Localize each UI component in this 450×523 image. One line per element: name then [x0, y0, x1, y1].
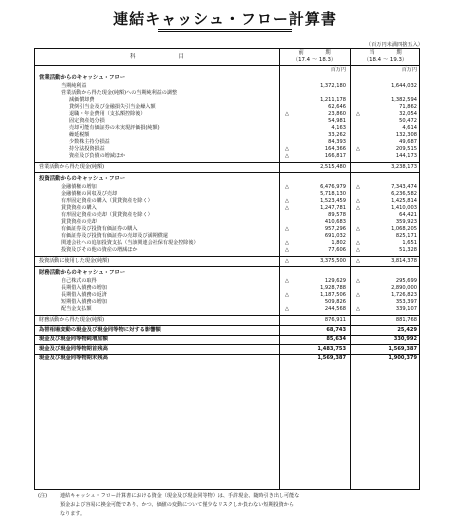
- prev-value: 1,247,781: [320, 204, 346, 211]
- curr-value: 825,171: [395, 233, 417, 240]
- curr-value: 3,814,378: [391, 258, 417, 265]
- curr-value: 1,569,387: [388, 345, 417, 352]
- row-label: 関連会社への追加投資支払（当該関連会社保有現金控除後）: [61, 240, 199, 247]
- footnote-line: なります。: [60, 511, 86, 517]
- row-label: 自己株式の取得: [61, 277, 97, 284]
- cash-flow-table: [34, 48, 420, 490]
- row-label: 固定資産処分損: [69, 117, 105, 124]
- curr-value: 4,614: [402, 124, 417, 131]
- header-prev-period: （17.4 ～ 18.3）: [292, 57, 337, 63]
- curr-value: 3,238,173: [391, 164, 417, 171]
- row-label: 貸倒引当金及び金融損失引当金繰入額: [69, 103, 156, 110]
- subtotal-label: 営業活動から得た現金(純額): [39, 164, 105, 171]
- curr-value: 1,425,814: [391, 197, 417, 204]
- negative-mark: △: [356, 240, 360, 247]
- row-label: 有形固定資産の購入（賃貸資産を除く）: [61, 197, 153, 204]
- negative-mark: △: [285, 197, 289, 204]
- curr-value: 209,515: [395, 146, 417, 152]
- prev-value: 1,928,788: [320, 284, 346, 291]
- negative-mark: △: [285, 247, 289, 254]
- prev-value: 62,646: [328, 103, 346, 110]
- prev-value: 957,296: [324, 226, 346, 232]
- curr-value: 6,236,582: [391, 190, 417, 197]
- curr-value: 25,429: [397, 326, 417, 333]
- curr-value: 1,726,823: [391, 291, 417, 298]
- negative-mark: △: [285, 153, 289, 160]
- summary-label: 現金及び現金同等物期末残高: [39, 355, 108, 362]
- prev-value: 410,683: [324, 218, 346, 225]
- prev-value: 84,393: [328, 138, 346, 145]
- footnote-mark: (注): [38, 493, 48, 499]
- row-label: 退職・年金費用（支払額控除後）: [69, 110, 146, 117]
- curr-value: 32,054: [399, 110, 417, 117]
- prev-value: 691,032: [324, 233, 346, 240]
- negative-mark: △: [356, 247, 360, 254]
- prev-value: 1,187,506: [320, 291, 346, 298]
- prev-value: 33,262: [328, 131, 346, 138]
- prev-value: 4,163: [331, 124, 346, 131]
- curr-value: 881,768: [395, 317, 417, 324]
- unit-curr: 百万円: [401, 67, 417, 73]
- curr-value: 7,343,474: [391, 183, 417, 190]
- prev-value: 164,366: [324, 146, 346, 152]
- row-label: 持分法投資損益: [69, 146, 105, 152]
- curr-value: 49,687: [399, 138, 417, 145]
- negative-mark: △: [285, 110, 289, 117]
- prev-value: 1,523,459: [320, 197, 346, 204]
- curr-value: 1,410,003: [391, 204, 417, 211]
- prev-value: 85,634: [326, 336, 346, 343]
- row-label: 繰延税額: [69, 131, 90, 138]
- negative-mark: △: [356, 226, 360, 232]
- prev-value: 129,629: [324, 277, 346, 284]
- negative-mark: △: [356, 146, 360, 152]
- negative-mark: △: [285, 204, 289, 211]
- subtotal-label: 投資活動に使用した現金(純額): [39, 258, 110, 265]
- header-prev-label: 前 期: [298, 50, 331, 56]
- curr-value: 51,328: [399, 247, 417, 254]
- row-label: 長期借入債務の増加: [61, 284, 107, 291]
- negative-mark: △: [356, 291, 360, 298]
- row-label: 資産及び負債の増減ほか: [69, 153, 126, 160]
- summary-label: 為替相場変動の現金及び現金同等物に対する影響額: [39, 326, 161, 333]
- row-label: 有形固定資産の売却（賃貸資産を除く）: [61, 211, 153, 218]
- negative-mark: △: [356, 258, 360, 265]
- curr-value: 295,699: [395, 277, 417, 284]
- prev-value: 54,981: [328, 117, 346, 124]
- curr-value: 144,173: [395, 153, 417, 160]
- row-label: 賃貸資産の購入: [61, 204, 97, 211]
- row-label: 配当金支払額: [61, 306, 92, 312]
- prev-value: 1,483,753: [317, 345, 346, 352]
- negative-mark: △: [356, 277, 360, 284]
- curr-value: 339,107: [395, 306, 417, 312]
- negative-mark: △: [285, 146, 289, 152]
- summary-label: 現金及び現金同等物期首残高: [39, 345, 108, 352]
- prev-value: 77,606: [328, 247, 346, 254]
- negative-mark: △: [285, 258, 289, 265]
- prev-value: 166,817: [324, 153, 346, 160]
- section-title: 財務活動からのキャッシュ・フロー: [39, 270, 126, 277]
- footnote: [38, 492, 438, 519]
- prev-value: 1,802: [331, 240, 346, 247]
- negative-mark: △: [285, 277, 289, 284]
- header-curr-label: 当 期: [369, 50, 402, 56]
- header-item: 科 目: [130, 54, 184, 60]
- prev-value: 2,515,480: [320, 164, 346, 171]
- header-divider: [35, 65, 419, 66]
- negative-mark: △: [285, 306, 289, 312]
- prev-value: 1,569,387: [317, 355, 346, 362]
- row-label: 長期借入債務の返済: [61, 291, 107, 298]
- row-label: 金融債権の回収及び売却: [61, 190, 118, 197]
- section-divider: [35, 172, 419, 173]
- negative-mark: △: [356, 306, 360, 312]
- curr-value: 64,421: [399, 211, 417, 218]
- row-label: 短期借入債務の増加: [61, 298, 107, 305]
- curr-value: 50,472: [399, 117, 417, 124]
- footnote-line: 預金および容易に換金可能であり、かつ、価値の変動について僅少なリスクしか負わない短期投資から: [60, 502, 294, 508]
- prev-value: 3,375,500: [320, 258, 346, 265]
- prev-value: 23,860: [328, 110, 346, 117]
- prev-value: 509,826: [324, 298, 346, 305]
- curr-value: 1,900,379: [388, 355, 417, 362]
- curr-value: 71,862: [399, 103, 417, 110]
- row-label: 投資及びその他の資産の増減ほか: [61, 247, 138, 254]
- subtotal-divider: [35, 315, 419, 316]
- header-curr-period: （18.4 ～ 19.3）: [363, 57, 408, 63]
- row-label: 少数株主持分損益: [69, 138, 110, 145]
- negative-mark: △: [356, 197, 360, 204]
- title-underline: [158, 29, 292, 32]
- negative-mark: △: [356, 183, 360, 190]
- negative-mark: △: [285, 240, 289, 247]
- curr-value: 1,644,032: [391, 82, 417, 89]
- curr-value: 2,890,000: [391, 284, 417, 291]
- negative-mark: △: [285, 226, 289, 232]
- prev-value: 5,718,130: [320, 190, 346, 197]
- row-label: 金融債権の増加: [61, 183, 97, 190]
- subtotal-divider: [35, 162, 419, 163]
- row-label: 有価証券及び投資有価証券の購入: [61, 226, 138, 232]
- row-label: 当期純利益: [61, 82, 87, 89]
- prev-value: 1,211,178: [320, 96, 346, 103]
- prev-value: 68,743: [326, 326, 346, 333]
- curr-value: 359,923: [395, 218, 417, 225]
- row-label: 賃貸資産の売却: [61, 218, 97, 225]
- subtotal-label: 財務活動から得た現金(純額): [39, 317, 105, 324]
- row-label: 営業活動から得た現金(純額)への当期純利益の調整: [61, 89, 178, 96]
- curr-value: 1,382,594: [391, 96, 417, 103]
- row-label: 減価償却費: [69, 96, 95, 103]
- section-divider: [35, 266, 419, 267]
- curr-value: 330,992: [393, 336, 417, 343]
- negative-mark: △: [285, 291, 289, 298]
- negative-mark: △: [285, 183, 289, 190]
- curr-value: 132,308: [395, 131, 417, 138]
- footnote-line: 連結キャッシュ・フロー計算書における資金（現金及び現金同等物）は、手許現金、随時引き出し可能な: [60, 493, 300, 499]
- negative-mark: △: [356, 204, 360, 211]
- row-label: 有価証券及び投資有価証券の売却及び満期償還: [61, 233, 168, 240]
- curr-value: 1,651: [402, 240, 417, 247]
- curr-value: 353,397: [395, 298, 417, 305]
- prev-value: 6,476,979: [320, 183, 346, 190]
- unit-note: （百万円未満四捨五入）: [365, 42, 423, 48]
- prev-value: 89,578: [328, 211, 346, 218]
- negative-mark: △: [356, 110, 360, 117]
- unit-prev: 百万円: [330, 67, 346, 73]
- prev-value: 876,911: [324, 317, 346, 324]
- prev-value: 1,372,180: [320, 82, 346, 89]
- section-title: 営業活動からのキャッシュ・フロー: [39, 75, 126, 81]
- row-label: 売却可能有価証券の未実現評価損(純額): [69, 124, 160, 131]
- prev-value: 244,568: [324, 306, 346, 312]
- page-title: 連結キャッシュ・フロー計算書: [113, 10, 337, 28]
- curr-value: 1,068,205: [391, 226, 417, 232]
- summary-label: 現金及び現金同等物純増加額: [39, 336, 108, 343]
- section-title: 投資活動からのキャッシュ・フロー: [39, 176, 126, 183]
